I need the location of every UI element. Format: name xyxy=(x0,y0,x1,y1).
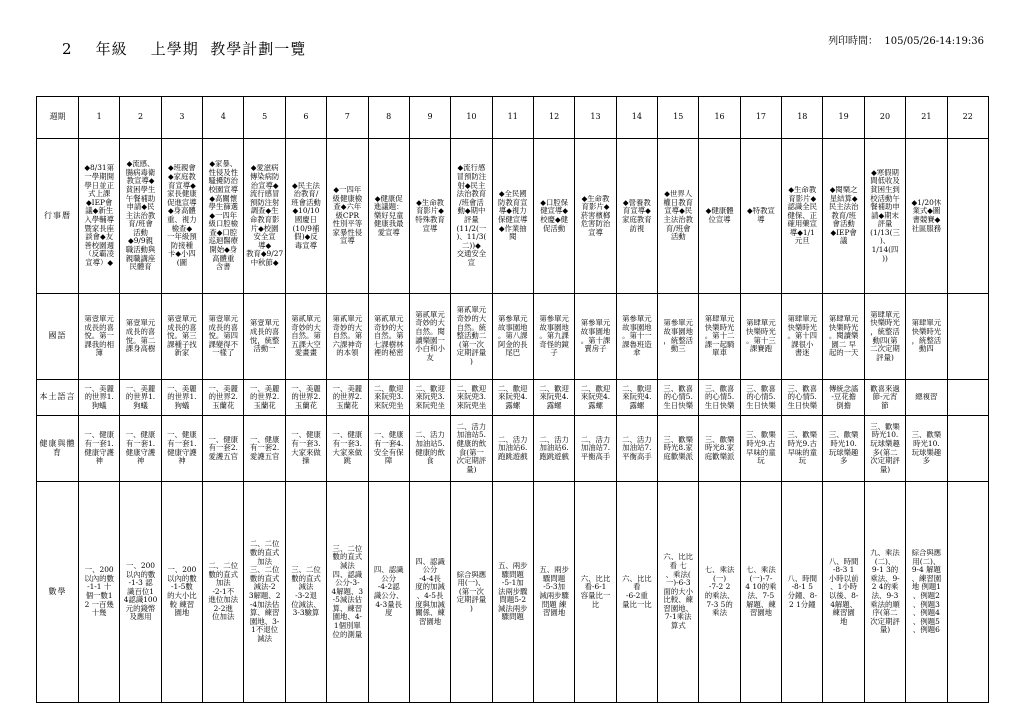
plan-cell xyxy=(327,482,368,703)
plan-cell-text: ◆一四年 級健康檢 查◆六年 級CPR 性別平等 家暴性侵 宣導 xyxy=(332,185,363,246)
plan-cell xyxy=(699,139,740,294)
math-row xyxy=(37,482,989,703)
plan-cell xyxy=(616,416,657,482)
plan-cell xyxy=(740,294,781,380)
plan-cell-text: 二、活力 加油站7. 平衡高手 xyxy=(622,435,652,461)
plan-cell xyxy=(492,294,533,380)
plan-cell xyxy=(906,294,947,380)
plan-cell xyxy=(864,416,905,482)
plan-cell xyxy=(161,294,202,380)
plan-cell-text: 三、歡樂 時光9.古 早味的童 玩 xyxy=(787,431,818,466)
plan-cell-text: 三、歡樂 時光10. 玩球樂趣 多 xyxy=(911,431,942,466)
plan-cell xyxy=(906,380,947,416)
plan-cell-text: 二、歡迎 來阮兜4. 露螺 xyxy=(622,384,652,410)
plan-cell xyxy=(864,139,905,294)
plan-cell xyxy=(575,482,616,703)
plan-cell xyxy=(161,380,202,416)
plan-cell xyxy=(409,294,450,380)
plan-cell xyxy=(120,416,161,482)
plan-cell xyxy=(575,380,616,416)
plan-cell xyxy=(368,416,409,482)
plan-cell-text: 第參單元 故事園地 。第十課 賣房子 xyxy=(580,319,611,354)
week-number-20: 20 xyxy=(864,97,905,139)
plan-cell xyxy=(79,294,120,380)
plan-cell xyxy=(161,416,202,482)
plan-cell-text: ◆愛滋病 傳染病防 治宣導◆ 流行感冒 預防注射 調查◆生 命教育影 片◆校園 安全宣 導◆ 教育◆9/27 中秋節◆ xyxy=(246,164,284,267)
plan-cell xyxy=(658,482,699,703)
plan-cell xyxy=(782,416,823,482)
week-number-1: 1 xyxy=(79,97,120,139)
plan-cell-text: 九、乘法 (二)、 9-1 3的 乘法、9- 2 4的乘 法、9-3 乘法的順 序(第二 次定期評 量) xyxy=(870,549,900,635)
plan-cell-text: 三、歡喜 的心情5. 生日快樂 xyxy=(704,384,735,410)
plan-cell-text: 第參單元 故事園地 。第十一 課魯班造 傘 xyxy=(622,315,652,358)
plan-cell xyxy=(658,294,699,380)
plan-cell-text: 二、歡迎 來阮兜4. 露螺 xyxy=(497,384,528,410)
plan-cell xyxy=(409,416,450,482)
plan-cell xyxy=(740,380,781,416)
week-header-row xyxy=(37,97,989,139)
plan-cell-text: 一、美麗 的世界1. 狗蟻 xyxy=(167,384,197,410)
week-number-15: 15 xyxy=(658,97,699,139)
week-number-18: 18 xyxy=(782,97,823,139)
plan-cell-text: ◆營養教 育宣導◆ 家庭教育 訪視 xyxy=(622,198,652,233)
plan-cell xyxy=(492,139,533,294)
plan-cell-text: 一、200 以內的數 -1-1 十 個一數1 2 一百幾 十幾 xyxy=(84,566,114,618)
plan-cell-text: 四、認識 公分 -4-4長 度的加減 、4-5長 度與加減 關係、練 習園地 xyxy=(415,557,445,626)
week-number-12: 12 xyxy=(533,97,574,139)
plan-cell-text: 第肆單元 快樂時光 。閱讀樂 園二 早 起的一天 xyxy=(828,315,859,358)
plan-cell-text: ◆閱樂之 星結算◆ 民主法治 教育/班 會活動 ◆IEP會 議 xyxy=(828,185,859,246)
plan-cell-text: 六、比比 看 -6-2重 量比一比 xyxy=(622,574,652,609)
plan-cell xyxy=(658,139,699,294)
week-label: 週期 xyxy=(37,97,79,139)
plan-cell-text: 五、兩步 驟問題 -5-3加 減兩步驟 問題 練 習園地 xyxy=(539,566,569,618)
plan-cell-text: 二、活力 加油站7. 平衡高手 xyxy=(580,435,611,461)
week-number-6: 6 xyxy=(285,97,326,139)
plan-cell-text: 總複習 xyxy=(915,393,938,402)
plan-cell xyxy=(409,482,450,703)
week-number-22: 22 xyxy=(947,97,988,139)
plan-cell-text: ◆健康體 位宣導 xyxy=(705,207,734,224)
plan-cell-text: 八、時間 -8-1 5 分鐘、8- 2 1分鐘 xyxy=(787,574,818,609)
plan-cell xyxy=(740,482,781,703)
plan-cell-text: 歡喜來過 節-元宵 節 xyxy=(870,384,900,410)
plan-cell xyxy=(244,139,285,294)
plan-cell-text: 綜合與應 用(一)、 (第一次 定期評量 ) xyxy=(456,570,487,613)
plan-cell xyxy=(492,380,533,416)
plan-cell xyxy=(79,416,120,482)
plan-cell xyxy=(906,482,947,703)
plan-cell-text: ◆健康促 進議題： 樂好兒童 健康我最 愛宣導 xyxy=(373,194,404,237)
plan-cell xyxy=(782,139,823,294)
plan-cell-text: 一、美麗 的世界2. 玉蘭花 xyxy=(208,384,239,410)
subject-label: 行事曆 xyxy=(37,139,79,294)
week-number-21: 21 xyxy=(906,97,947,139)
plan-cell-text: 二、二位 數的直式 加法 三、二位 數的直式 減法-2 3解題、2 -4加法估 算、練習 園地、3- 1不退位 減法 xyxy=(248,540,281,643)
plan-cell-text: ◆生命教 育影片◆ 特殊教育 宣導 xyxy=(415,198,445,233)
plan-cell-text: 三、歡喜 的心情5. 生日快樂 xyxy=(746,384,776,410)
plan-cell xyxy=(699,380,740,416)
plan-cell xyxy=(492,416,533,482)
plan-cell xyxy=(658,416,699,482)
plan-cell xyxy=(120,482,161,703)
plan-cell-text: 第貳單元 奇妙的大 自然。第 六課神奇 的本領 xyxy=(332,315,363,358)
plan-cell xyxy=(823,294,864,380)
plan-cell xyxy=(203,416,244,482)
plan-cell-text: ◆生命教 育影片◆ 認識全民 健保、正 確用藥宣 導◆1/1 元旦 xyxy=(787,185,818,246)
plan-cell-text: 六、比比 看 七 、乘法( 一)-6-3 面的大小 比較、練 習園地、 7-1乘法 算式 xyxy=(663,553,693,631)
week-number-3: 3 xyxy=(161,97,202,139)
plan-cell xyxy=(203,482,244,703)
plan-cell xyxy=(823,416,864,482)
plan-cell xyxy=(947,139,988,294)
plan-cell xyxy=(906,139,947,294)
week-number-7: 7 xyxy=(327,97,368,139)
plan-cell-text: 第參單元 故事園地 。第九課 奇怪的鏡 子 xyxy=(539,315,569,358)
plan-cell-text: 第肆單元 快樂時光 ，統整活 動四(第 二次定期 評量) xyxy=(870,310,900,362)
subject-label: 國語 xyxy=(37,294,79,380)
plan-cell-text: ◆8/31第 一學期開 學日並正 式上課 ◆IEP會 議◆新生 入學輔導 暨家長座 談會◆友 善校園週 （反霸凌 宣導）◆ xyxy=(84,164,115,267)
plan-cell-text: 第肆單元 快樂時光 ，統整活 動四 xyxy=(911,319,942,354)
page-title: 2 年級 上學期 教學計劃一覽 xyxy=(62,40,307,58)
plan-cell xyxy=(79,482,120,703)
plan-cell-text: 五、兩步 驟問題 -5-1加 法兩步驟 問題5-2 減法兩步 驟問題 xyxy=(497,561,528,622)
plan-cell xyxy=(203,139,244,294)
plan-cell xyxy=(740,139,781,294)
plan-cell-text: 三、歡樂 時光8.家 庭歡樂派 xyxy=(663,435,693,461)
week-number-13: 13 xyxy=(575,97,616,139)
plan-cell-text: 一、健康 有一套3. 大家來做 跳 xyxy=(332,431,363,466)
plan-cell-text: 一、健康 有一套4. 安全有保 障 xyxy=(373,431,404,466)
week-number-16: 16 xyxy=(699,97,740,139)
plan-cell-text: 一、健康 有一套1. 健康守護 神 xyxy=(167,431,197,466)
plan-cell-text: ◆全民國 防教育宣 導◆視力 保健宣導 ◆作業抽 閱 xyxy=(497,190,528,242)
plan-cell-text: 三、歡樂 時光9.古 早味的童 玩 xyxy=(746,431,776,466)
plan-cell-text: 三、歡樂 時光8.家 庭歡樂派 xyxy=(704,435,735,461)
plan-cell-text: 一、健康 有一套1. 健康守護 神 xyxy=(84,431,114,466)
plan-cell-text: 三、二位 數的直式 減法 四、認識 公分-3- 4解題、3 -5減法估 算、練習 園地、4- 1個別單 位的測量 xyxy=(331,544,364,639)
plan-cell-text: 三、歡喜 的心情5. 生日快樂 xyxy=(787,384,818,410)
plan-cell-text: 第參單元 故事園地 ，統整活 動三 xyxy=(663,319,693,354)
plan-cell xyxy=(699,416,740,482)
plan-cell-text: 傳統念謠 -豆花擔 倒擔 xyxy=(828,384,859,410)
plan-cell-text: ◆生命教 育影片◆ 菸害檳榔 危害防治 宣導 xyxy=(580,194,611,237)
plan-cell xyxy=(864,380,905,416)
plan-cell xyxy=(823,482,864,703)
plan-cell-text: 一、美麗 的世界2. 玉蘭花 xyxy=(332,384,363,410)
plan-cell-text: 二、歡迎 來阮兜4. 露螺 xyxy=(539,384,569,410)
plan-cell-text: 七、乘法 (一)-7- 4 10的乘 法、7-5 解題、練 習園地 xyxy=(745,566,777,618)
plan-cell xyxy=(864,294,905,380)
plan-cell xyxy=(823,139,864,294)
plan-cell-text: 一、健康 有一套1. 健康守護 神 xyxy=(125,431,156,466)
plan-cell xyxy=(285,294,326,380)
plan-cell-text: 一、美麗 的世界2. 玉蘭花 xyxy=(249,384,280,410)
plan-cell-text: 第肆單元 快樂時光 。第十二 課一起騎 單車 xyxy=(704,315,735,358)
plan-cell xyxy=(409,139,450,294)
subject-label: 健康與體 育 xyxy=(37,416,79,482)
plan-cell-text: 二、歡迎 來阮兜3. 來阮兜坐 xyxy=(456,384,487,410)
subject-label: 本土語言 xyxy=(37,380,79,416)
week-number-17: 17 xyxy=(740,97,781,139)
plan-cell xyxy=(533,416,574,482)
plan-cell-text: 第壹單元 成長的喜 悅。第二 課身高樹 xyxy=(125,319,156,354)
plan-cell xyxy=(285,482,326,703)
plan-cell xyxy=(782,294,823,380)
plan-cell-text: 一、200 以內的數 -1-5數 的大小比 較 練習 園地 xyxy=(167,566,197,618)
plan-cell xyxy=(575,139,616,294)
plan-cell xyxy=(120,380,161,416)
plan-cell-text: 一、健康 有一套3. 大家來做 操 xyxy=(291,431,321,466)
plan-cell-text: 八、時間 -8-3 1 小時以前 、1小時 以後、8- 4解題、 練習園 地 xyxy=(828,557,859,626)
plan-cell-text: 三、歡樂 時光10. 玩球樂趣 多 xyxy=(828,431,859,466)
week-number-8: 8 xyxy=(368,97,409,139)
plan-cell xyxy=(533,294,574,380)
plan-cell-text: 一、美麗 的世界1. 狗蟻 xyxy=(84,384,114,410)
plan-cell xyxy=(947,416,988,482)
plan-cell xyxy=(451,294,492,380)
plan-cell-text: 二、歡迎 來阮兜3. 來阮兜坐 xyxy=(373,384,404,410)
plan-cell xyxy=(616,139,657,294)
calendar-row xyxy=(37,139,989,294)
plan-cell-text: 一、美麗 的世界1. 狗蟻 xyxy=(125,384,156,410)
plan-cell xyxy=(947,380,988,416)
plan-cell xyxy=(616,294,657,380)
plan-cell-text: 第參單元 故事園地 。第八課 阿金的長 尾巴 xyxy=(497,315,528,358)
plan-cell xyxy=(161,482,202,703)
plan-cell-text: ◆班親會 ◆家庭教 育宣導◆ 家長健康 促進宣導 ◆身高體 重、視力 檢查◆ 一年級預 防接種 卡◆小四 (圖 xyxy=(167,164,197,267)
plan-cell xyxy=(451,380,492,416)
plan-cell xyxy=(368,380,409,416)
plan-cell xyxy=(451,139,492,294)
plan-cell xyxy=(327,416,368,482)
print-timestamp: 列印時間： 105/05/26-14:19:36 xyxy=(828,36,984,47)
plan-cell-text: ◆1/20休 業式◆圖 書競賽◆ 社區服務 xyxy=(911,198,942,233)
plan-cell-text: ◆口腔保 健宣導◆ 校慶◆健 促活動 xyxy=(540,198,569,233)
plan-cell-text: 第貳單元 奇妙的大 自然。第 七課樹林 裡的秘密 xyxy=(373,315,404,358)
plan-cell-text: ◆流感、 腸病毒衛 教宣導◆ 貧困學生 午餐補助 申請◆民 主法治教 育/班會 活動 ◆9/9親 職活動與 親職講座 民體育 xyxy=(125,160,156,272)
plan-cell-text: ◆家暴、 性侵及性 騷擾防治 校園宣導 ◆高關懷 學生篩選 ◆一四年 級口腔檢 查◆口腔 巡迴醫療 開始◆身 高體重 含書 xyxy=(208,160,239,272)
teaching-plan-table xyxy=(36,96,989,703)
plan-cell-text: ◆流行感 冒預防注 射◆民主 法治教育 /班會活 動◆期中 評量 (11/2(一 )、11/3( 二))◆ 交通安全 宣 xyxy=(456,164,487,267)
week-number-4: 4 xyxy=(203,97,244,139)
plan-cell-text: 六、比比 看-6-1 容量比一 比 xyxy=(580,574,611,609)
plan-cell xyxy=(616,482,657,703)
plan-cell xyxy=(285,139,326,294)
plan-cell-text: 二、歡迎 來阮兜3. 來阮兜坐 xyxy=(415,384,445,410)
plan-cell xyxy=(203,294,244,380)
plan-cell-text: 二、二位 數的直式 加法 -2-1不 進位加法 2-2進 位加法 xyxy=(208,561,239,622)
week-number-2: 2 xyxy=(120,97,161,139)
plan-cell xyxy=(740,416,781,482)
plan-cell-text: 三、歡樂 時光10. 玩球樂趣 多(第二 次定期評 量) xyxy=(870,422,900,474)
week-number-10: 10 xyxy=(451,97,492,139)
plan-cell-text: 三、歡喜 的心情5. 生日快樂 xyxy=(663,384,693,410)
mandarin-row xyxy=(37,294,989,380)
plan-cell-text: ◆世界人 權日教育 宣導◆民 主法治教 育/班會 活動 xyxy=(663,190,693,242)
plan-cell xyxy=(327,294,368,380)
plan-cell xyxy=(161,139,202,294)
plan-cell-text: 二、歡迎 來阮兜4. 露螺 xyxy=(580,384,611,410)
plan-cell-text: 二、活力 加油站5. 健康的飲 食 xyxy=(415,431,445,466)
plan-cell-text: 七、乘法 (一) -7-2 2 的乘法、 7-3 5的 乘法 xyxy=(704,566,735,618)
plan-cell-text: 第壹單元 成長的喜 悅。第四 課變得不 一樣了 xyxy=(208,315,239,358)
plan-cell-text: 第肆單元 快樂時光 。第十三 課賽跑 xyxy=(746,319,776,354)
plan-cell xyxy=(864,482,905,703)
native-language-row xyxy=(37,380,989,416)
plan-cell-text: 三、二位 數的直式 減法 -3-2退 位減法、 3-3驗算 xyxy=(291,566,321,618)
plan-cell-text: 第壹單元 成長的喜 悅。第一 課我的相 簿 xyxy=(84,315,114,358)
plan-cell xyxy=(533,482,574,703)
plan-cell xyxy=(327,139,368,294)
plan-cell-text: 一、200 以內的數 -1-3 認 識百位1 4認識100 元的錢幣 及應用 xyxy=(123,561,158,622)
plan-cell xyxy=(327,380,368,416)
plan-cell xyxy=(285,380,326,416)
plan-cell-text: 第壹單元 成長的喜 悅。第三 課種子找 新家 xyxy=(167,315,197,358)
plan-cell-text: 第貳單元 奇妙的大 自然。閱 讀樂園一 小白和小 友 xyxy=(415,310,445,362)
plan-cell xyxy=(906,416,947,482)
plan-cell-text: 二、活力 加油站5. 健康的飲 食(第一 次定期評 量) xyxy=(456,422,487,474)
plan-cell-text: 一、健康 有一套2. 愛護五官 xyxy=(208,435,239,461)
subject-label: 數學 xyxy=(37,482,79,703)
plan-cell xyxy=(244,294,285,380)
plan-cell xyxy=(368,482,409,703)
plan-cell xyxy=(244,416,285,482)
plan-cell xyxy=(533,380,574,416)
plan-cell-text: 四、認識 公分 -4-2認 識公分、 4-3量長 度 xyxy=(373,566,404,618)
week-number-9: 9 xyxy=(409,97,450,139)
plan-cell xyxy=(533,139,574,294)
plan-cell xyxy=(451,482,492,703)
plan-cell xyxy=(947,294,988,380)
plan-cell xyxy=(244,380,285,416)
plan-cell-text: 一、美麗 的世界2. 玉蘭花 xyxy=(291,384,321,410)
plan-cell-text: 第壹單元 成長的喜 悅，統整 活動一 xyxy=(249,319,280,354)
plan-cell-text: 第貳單元 奇妙的大 自然。第 五課大空 愛畫畫 xyxy=(291,315,321,358)
week-number-11: 11 xyxy=(492,97,533,139)
plan-cell-text: 第肆單元 快樂時光 。第十四 課很小 書迷 xyxy=(787,315,818,358)
plan-cell xyxy=(782,380,823,416)
plan-cell xyxy=(616,380,657,416)
plan-cell xyxy=(575,294,616,380)
week-number-5: 5 xyxy=(244,97,285,139)
plan-cell-text: 一、健康 有一套2. 愛護五官 xyxy=(249,435,280,461)
plan-cell-text: 第貳單元 奇妙的大 自然。統 整活動二 (第一次 定期評量 ) xyxy=(456,306,487,366)
plan-cell xyxy=(575,416,616,482)
week-number-19: 19 xyxy=(823,97,864,139)
plan-cell xyxy=(244,482,285,703)
plan-cell xyxy=(120,294,161,380)
plan-cell xyxy=(409,380,450,416)
plan-cell-text: 二、活力 加油站6. 跑跳遊戲 xyxy=(539,435,569,461)
plan-cell-text: 二、活力 加油站6. 跑跳遊戲 xyxy=(497,435,528,461)
plan-cell xyxy=(368,139,409,294)
plan-cell xyxy=(658,380,699,416)
plan-cell xyxy=(451,416,492,482)
plan-cell xyxy=(79,380,120,416)
plan-cell xyxy=(782,482,823,703)
plan-cell xyxy=(79,139,120,294)
plan-cell xyxy=(368,294,409,380)
health-pe-row xyxy=(37,416,989,482)
plan-cell-text: ◆特教宣 導 xyxy=(747,207,775,224)
plan-cell xyxy=(823,380,864,416)
plan-cell xyxy=(492,482,533,703)
plan-cell xyxy=(203,380,244,416)
plan-cell xyxy=(285,416,326,482)
plan-cell xyxy=(699,294,740,380)
plan-cell-text: ◆寒假期 間低收及 貧困生到 校活動午 餐補助申 請◆期末 評量 (1/13(三 )、 1/14(四 )) xyxy=(870,168,900,263)
plan-cell xyxy=(120,139,161,294)
plan-cell-text: ◆民主法 治教育/ 班會活動 ◆10/10 國慶日 (10/9補 假)◆反 毒宣導 xyxy=(291,181,321,250)
plan-cell-text: 綜合與應 用(二)、 9-4 解題 、練習園 地 例題1 、例題2 、例題3 、例題4 、例題5 、例題6 xyxy=(911,549,942,635)
week-number-14: 14 xyxy=(616,97,657,139)
plan-cell xyxy=(699,482,740,703)
plan-cell xyxy=(947,482,988,703)
